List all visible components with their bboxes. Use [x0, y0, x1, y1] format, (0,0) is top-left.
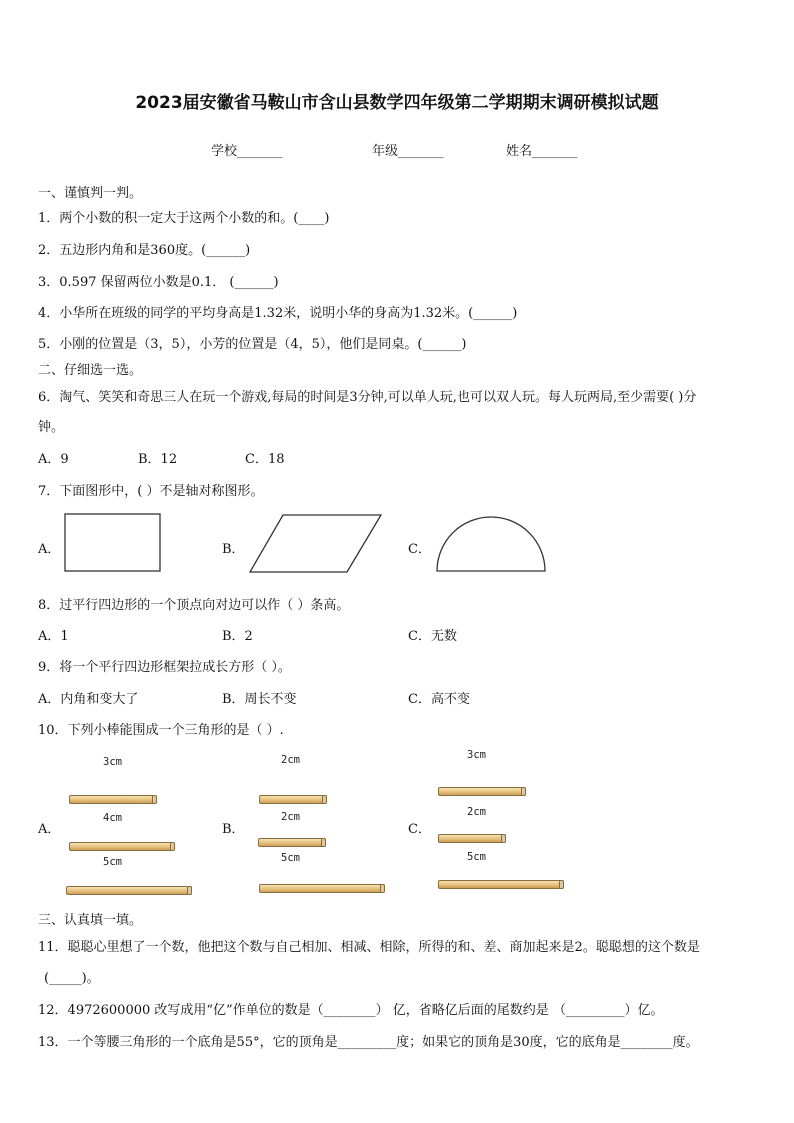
q7-option-a: A． [38, 542, 61, 557]
stick-b3-label: 5cm [281, 852, 300, 864]
stick-a3 [66, 886, 192, 895]
stick-c1 [438, 787, 526, 796]
question-4: 4．小华所在班级的同学的平均身高是1.32米，说明小华的身高为1.32米。(______) [38, 306, 518, 321]
q6-option-c: C．18 [245, 452, 285, 467]
question-10: 10．下列小棒能围成一个三角形的是（ ）. [38, 723, 284, 738]
question-11-line-1: 11．聪聪心里想了一个数，他把这个数与自己相加、相减、相除，所得的和、差、商加起来是2。聪聪想的这个数是 [38, 940, 700, 955]
q10-option-c: C． [408, 822, 431, 837]
q8-option-a: A．1 [38, 629, 69, 644]
question-1: 1．两个小数的积一定大于这两个小数的和。(____) [38, 211, 330, 226]
stick-b2-label: 2cm [281, 811, 300, 823]
question-11-line-2: (_____)。 [44, 971, 100, 986]
question-7: 7．下面图形中，( ）不是轴对称图形。 [38, 484, 264, 499]
stick-a2 [69, 842, 175, 851]
parallelogram-figure [248, 513, 383, 575]
stick-b1-label: 2cm [281, 754, 300, 766]
question-12: 12．4972600000 改写成用“亿”作单位的数是（________） 亿，省略亿后面的尾数约是 （_________）亿。 [38, 1003, 664, 1018]
stick-c2 [438, 834, 506, 843]
page-title: 2023届安徽省马鞍山市含山县数学四年级第二学期期末调研模拟试题 [135, 93, 659, 113]
question-13: 13．一个等腰三角形的一个底角是55°，它的顶角是_________度；如果它的顶角是30度，它的底角是________度。 [38, 1035, 699, 1050]
stick-c3-label: 5cm [467, 851, 486, 863]
q10-option-a: A． [38, 822, 61, 837]
stick-a1-label: 3cm [103, 756, 122, 768]
q7-option-c: C． [408, 542, 431, 557]
stick-b2 [258, 838, 326, 847]
q8-option-b: B．2 [222, 629, 253, 644]
q9-option-c: C．高不变 [408, 692, 470, 707]
school-field: 学校_______ [211, 144, 283, 159]
q8-option-c: C．无数 [408, 629, 457, 644]
grade-field: 年级_______ [372, 144, 444, 159]
q6-option-a: A．9 [38, 452, 69, 467]
q7-option-b: B． [222, 542, 245, 557]
q9-option-b: B．周长不变 [222, 692, 297, 707]
stick-c2-label: 2cm [467, 806, 486, 818]
semicircle-figure [435, 515, 547, 573]
stick-b1 [259, 795, 327, 804]
section-heading-3: 三、认真填一填。 [38, 913, 143, 928]
q9-option-a: A．内角和变大了 [38, 692, 139, 707]
stick-b3 [259, 884, 385, 893]
question-6-line-1: 6．淘气、笑笑和奇思三人在玩一个游戏,每局的时间是3分钟,可以单人玩,也可以双人玩。每人玩两局,至少需要( )分 [38, 390, 697, 405]
stick-a2-label: 4cm [103, 812, 122, 824]
section-heading-2: 二、仔细选一选。 [38, 363, 143, 378]
question-3: 3．0.597 保留两位小数是0.1． (______) [38, 275, 279, 290]
section-heading-1: 一、谨慎判一判。 [38, 186, 143, 201]
question-5: 5．小刚的位置是（3，5），小芳的位置是（4，5），他们是同桌。(______) [38, 337, 467, 352]
question-8: 8．过平行四边形的一个顶点向对边可以作（ ）条高。 [38, 598, 350, 613]
question-2: 2．五边形内角和是360度。(______) [38, 243, 251, 258]
stick-a3-label: 5cm [103, 856, 122, 868]
question-6-line-2: 钟。 [38, 420, 65, 435]
stick-c1-label: 3cm [467, 749, 486, 761]
q10-option-b: B． [222, 822, 245, 837]
stick-a1 [69, 795, 157, 804]
name-field: 姓名_______ [506, 144, 578, 159]
rectangle-figure [64, 513, 162, 573]
q6-option-b: B．12 [138, 452, 178, 467]
question-9: 9．将一个平行四边形框架拉成长方形（ ）。 [38, 660, 291, 675]
stick-c3 [438, 880, 564, 889]
